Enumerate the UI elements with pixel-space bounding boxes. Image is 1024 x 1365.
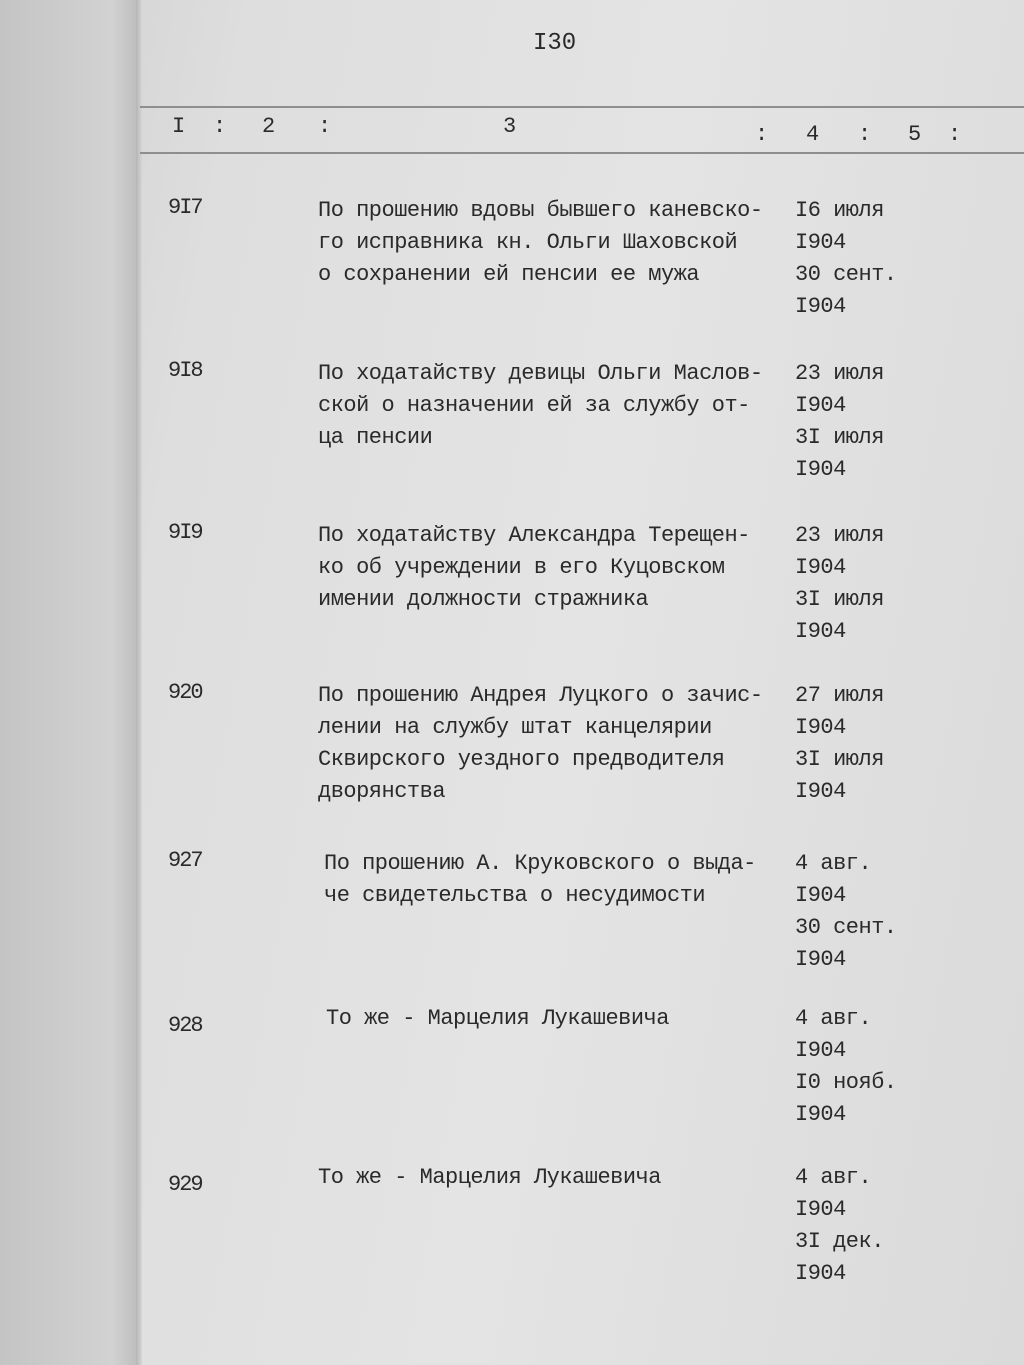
description-line: По ходатайству Александра Терещен- xyxy=(318,523,750,548)
description-line: имении должности стражника xyxy=(318,587,649,612)
description-line: По ходатайству девицы Ольги Маслов- xyxy=(318,361,763,386)
date-line: I904 xyxy=(795,1197,846,1222)
description-line: че свидетельства о несудимости xyxy=(324,883,706,908)
entry-number: 929 xyxy=(168,1172,202,1197)
description-line: ской о назначении ей за службу от- xyxy=(318,393,750,418)
date-line: I904 xyxy=(795,393,846,418)
date-line: I904 xyxy=(795,715,846,740)
date-line: I904 xyxy=(795,457,846,482)
date-line: 23 июля xyxy=(795,361,884,386)
column-header-2: 2 xyxy=(262,114,276,139)
date-line: 27 июля xyxy=(795,683,884,708)
entry-number: 928 xyxy=(168,1013,202,1038)
date-line: 30 сент. xyxy=(795,262,897,287)
date-line: 23 июля xyxy=(795,523,884,548)
description-line: То же - Марцелия Лукашевича xyxy=(326,1006,669,1031)
column-separator: : xyxy=(948,122,962,147)
description-line: о сохранении ей пенсии ее мужа xyxy=(318,262,700,287)
entry-description xyxy=(318,1162,661,1194)
entry-dates xyxy=(795,1003,897,1131)
entry-dates xyxy=(795,680,884,808)
column-separator: : xyxy=(858,122,872,147)
column-header-5: 5 xyxy=(908,122,922,147)
entry-description xyxy=(318,520,750,616)
description-line: По прошению вдовы бывшего каневско- xyxy=(318,198,763,223)
date-line: 4 авг. xyxy=(795,1006,872,1031)
entry-number: 9I8 xyxy=(168,358,202,383)
column-separator: : xyxy=(318,114,332,139)
entry-dates xyxy=(795,848,897,976)
date-line: I904 xyxy=(795,883,846,908)
entry-dates xyxy=(795,520,884,648)
description-line: Сквирского уездного предводителя xyxy=(318,747,725,772)
date-line: I6 июля xyxy=(795,198,884,223)
entry-description xyxy=(326,1003,669,1035)
adjacent-page-edge xyxy=(0,0,140,1365)
date-line: 4 авг. xyxy=(795,1165,872,1190)
description-line: По прошению А. Круковского о выда- xyxy=(324,851,756,876)
date-line: 3I июля xyxy=(795,587,884,612)
date-line: I904 xyxy=(795,230,846,255)
date-line: 30 сент. xyxy=(795,915,897,940)
header-bottom-rule xyxy=(140,152,1024,154)
date-line: 3I дек. xyxy=(795,1229,884,1254)
entry-number: 9I7 xyxy=(168,195,202,220)
description-line: То же - Марцелия Лукашевича xyxy=(318,1165,661,1190)
page-fold xyxy=(136,0,142,1365)
date-line: I904 xyxy=(795,1261,846,1286)
entry-description xyxy=(318,680,763,808)
entry-description xyxy=(324,848,756,912)
entry-number: 920 xyxy=(168,680,202,705)
column-separator: : xyxy=(755,122,769,147)
column-header-4: 4 xyxy=(806,122,820,147)
page-number: I30 xyxy=(533,30,577,57)
column-separator: : xyxy=(213,114,227,139)
column-header-I: I xyxy=(172,114,186,139)
description-line: лении на службу штат канцелярии xyxy=(318,715,712,740)
description-line: дворянства xyxy=(318,779,446,804)
entry-dates xyxy=(795,1162,884,1290)
header-top-rule xyxy=(140,106,1024,108)
entry-description xyxy=(318,195,763,291)
description-line: го исправника кн. Ольги Шаховской xyxy=(318,230,738,255)
date-line: I904 xyxy=(795,555,846,580)
date-line: I904 xyxy=(795,294,846,319)
entry-dates xyxy=(795,195,897,323)
date-line: 4 авг. xyxy=(795,851,872,876)
date-line: 3I июля xyxy=(795,425,884,450)
date-line: I904 xyxy=(795,947,846,972)
entry-number: 927 xyxy=(168,848,202,873)
date-line: 3I июля xyxy=(795,747,884,772)
entry-number: 9I9 xyxy=(168,520,202,545)
date-line: I904 xyxy=(795,779,846,804)
description-line: ца пенсии xyxy=(318,425,433,450)
column-header-3: 3 xyxy=(503,114,517,139)
description-line: По прошению Андрея Луцкого о зачис- xyxy=(318,683,763,708)
entry-dates xyxy=(795,358,884,486)
description-line: ко об учреждении в его Куцовском xyxy=(318,555,725,580)
date-line: I904 xyxy=(795,1038,846,1063)
date-line: I0 нояб. xyxy=(795,1070,897,1095)
entry-description xyxy=(318,358,763,454)
date-line: I904 xyxy=(795,1102,846,1127)
date-line: I904 xyxy=(795,619,846,644)
